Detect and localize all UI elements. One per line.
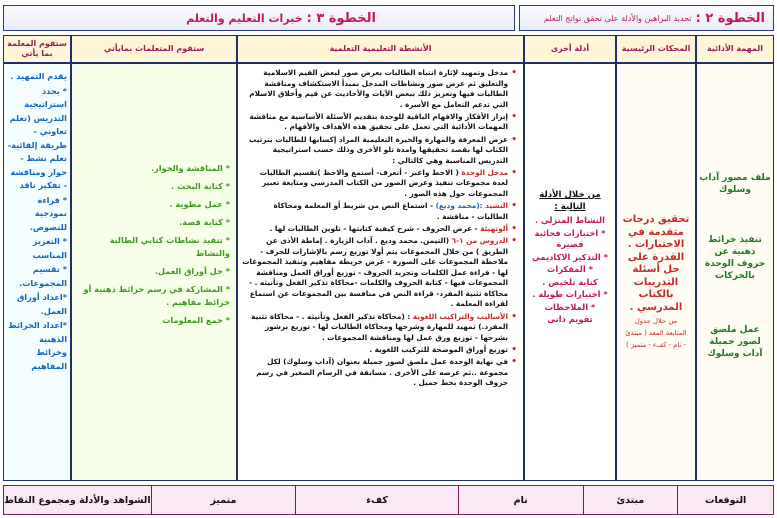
activity-text: ) من خلال المجموعات يتم أولا توزيع رسم بالإشارات للحرف - ملاحظة المجموعات على الصورة - عرض خريطة مفاهيم وتنفيذ المجموعات لها - قراءة عمل الكلمات وتجريد الحروف - توزيع أوراق العمل ومناقشة المجموعات فيها - كتابة الحروف والكلمات -محاكاة تذكير الفعل وتأنيثه . - محاكاة تثنية المفرد- قراءة النص في منافسة بين المجموعات عن استماع لقراءة المعلمة .	[242, 246, 508, 309]
activity-item	[242, 224, 517, 235]
activity-item	[242, 112, 517, 133]
criteria-line: المتابعة المعد ( مبتدئ	[625, 329, 687, 337]
col-head-activities: الأنشطة التعليمية التعلمية	[237, 35, 524, 63]
evidence-item: تقويم ذاتي	[547, 314, 593, 324]
activity-text: :(محمد وديع)	[435, 201, 483, 211]
evidence-points-label: الشواهد والأدلة ومجموع النقاط	[4, 494, 151, 506]
evidence-item: النشاط المنزلي .	[534, 215, 606, 225]
teacher-activity-item: * يحدد استراتيجية التدريس (تعلم تعاوني - طريقة إلقائية- تعلم نشط - حوار ومناقشة - تفكير ناقد	[7, 85, 67, 190]
activity-text: إبراز الأفكار والافهام الباقية للوحدة بتقديم الأسئلة الأساسية مع مناقشة المهمات الأدائية التي تعمل على تحقيق هذه الأهداف والأفهام .	[249, 111, 508, 132]
activities-column	[237, 63, 524, 481]
evidence-title: من خلال الأدلة التالية :	[539, 190, 601, 212]
col-head-tasks: المهمة الأدائية	[696, 35, 774, 63]
expectations-label: التوقعات	[677, 486, 773, 514]
activity-item	[242, 201, 517, 222]
col-head-criteria: المحكات الرئيسية	[616, 35, 696, 63]
activity-text: مدخل وتمهيد لإثارة انتباه الطالبات بعرض صور لبعض القيم الاسلامية والتعليق ثم عرض صور ونشاطات المدخل بمبدأ الاستكشاف ومناقشة الطالبات فيها وتعزيز ذلك ببعض الآيات والأحاديث عن قيم وأخلاق الاسلام التي تدعم التعامل مع الأسرة .	[249, 68, 508, 109]
student-activity-item: * المناقشة والحوار.	[150, 163, 230, 173]
teacher-activity-item: * تقسيم المجموعات.	[19, 264, 67, 288]
activity-text: الدروس من ١-٦	[449, 235, 508, 245]
evidence-item: * الملاحظات	[544, 301, 596, 312]
criteria-line: من خلال جدول	[634, 317, 678, 325]
teacher-activity-item: * التعزيز المناسب	[32, 236, 67, 260]
activity-text: - عرض الحروف - شرح كيفية كتابتها - تلوين الطالبات لها .	[269, 223, 481, 233]
step-3-label: الخطوة ٣ :	[306, 10, 376, 26]
activity-item	[242, 345, 517, 356]
evidence-item: * اختبارات فجائية قصيرة	[534, 227, 606, 249]
activity-item	[242, 357, 517, 389]
activity-text: (التيمن. محمد وديع . آداب الزيارة . إماطة الأذى عن الطريق	[266, 235, 508, 256]
activity-text: : (محاكاة تذكير الفعل وتأنيثه . - محاكاة تثنية المفرد.) تمهيد للمهارة وشرحها ومحاكاة الطالبات لها - توزيع برشور بشرحها - توزيع ورق عمل لها ومناقشة المجموعات .	[251, 311, 508, 342]
activity-text: ( الاحظ واعبر - أتعرف- أستمع والاحظ )تقسيم الطالبات لعدة مجموعات تنفيذ وعرض الصور من الكتاب المدرسي ومتابعة تعبير المجموعات حول هذه الصور .	[259, 167, 508, 199]
evidence-item: * المفكرات	[547, 264, 593, 274]
step-2-header	[519, 5, 774, 31]
teacher-activity-item: * قراءة نموذجية للنصوص.	[29, 194, 67, 232]
criteria-main: تحقيق درجات متقدمة في الاختبارات . القدرة على حل أسئلة التدريبات بالكتاب المدرسي .	[622, 214, 690, 313]
evidence-item: كتابة تلخيص .	[542, 276, 598, 287]
activity-text: النشيد	[482, 201, 508, 211]
student-activity-item: * كتابة البحث .	[171, 181, 230, 191]
step-3-header	[3, 5, 515, 31]
step-3-title: خبرات التعليم والتعلم	[186, 11, 303, 25]
activity-item	[242, 168, 517, 200]
task-item: تنفيذ خرائط ذهنية عن حروف الوحدة بالحركات	[704, 235, 766, 281]
activity-text: مدخل الوحدة	[458, 167, 508, 177]
student-activity-item: * كتابة قصة.	[179, 217, 230, 227]
task-item: عمل ملصق لصور جميلة آداب وسلوك	[707, 325, 763, 359]
activity-item	[242, 135, 517, 167]
teacher-column	[3, 63, 71, 481]
activity-item	[242, 312, 517, 344]
student-activity-item: * عمل مطوية .	[169, 199, 230, 209]
student-activity-item: * المشاركة في رسم خرائط ذهنية أو خرائط مفاهيم .	[83, 284, 230, 307]
activity-text: ألوتهيئة	[480, 223, 508, 233]
level-competent: كفء	[295, 486, 458, 514]
teacher-activity-item: *اعداد الخرائط الذهنية وخرائط المفاهيم	[8, 320, 67, 371]
level-excellent: متميز	[151, 486, 296, 514]
activity-item	[242, 236, 517, 310]
step-2-title: تحديد البراهين والأدلة على تحقق نواتج التعلم	[543, 13, 692, 23]
criteria-column	[616, 63, 696, 481]
task-item: ملف مصور آداب وسلوك	[699, 173, 771, 195]
evidence-item: * اختبارات طويلة .	[532, 289, 608, 299]
student-activity-item: * جمع المعلومات	[162, 315, 230, 325]
activity-text: في نهاية الوحدة عمل ملصق لصور جميلة بعنوان (آداب وسلوك) لكل مجموعة ..ثم عرضه على الأخرى . مسابقة في الرسام الصغير في رسم حروف الوحدة بخط جميل .	[256, 356, 508, 388]
students-column	[71, 63, 237, 481]
step-2-label: الخطوة ٢ :	[695, 10, 765, 26]
performance-tasks-column	[696, 63, 774, 481]
col-head-teacher: ستقوم المعلمة بما يأتي	[3, 35, 71, 63]
teacher-activity-item: *اعداد أوراق العمل.	[16, 292, 67, 316]
criteria-line: - نام - كفء - متميز )	[625, 341, 687, 349]
level-beginner: مبتدئ	[583, 486, 678, 514]
teacher-activity-item: يقدم التمهيد .	[10, 71, 67, 81]
expectations-row	[3, 485, 774, 515]
activity-text: - استماع النص من شريط أو المعلمة ومحاكاة الطالبات - مناقشة .	[273, 201, 508, 221]
activity-text: توزيع أوراق الموضحة للتركيب اللغوية .	[369, 344, 508, 354]
unit-plan-sheet	[3, 5, 774, 515]
other-evidence-column	[524, 63, 616, 481]
activity-item	[242, 68, 517, 110]
evidence-item: * التذكير الاكاديمي	[532, 251, 608, 262]
col-head-students: ستقوم المتعلمات بمايأتي	[71, 35, 237, 63]
student-activity-item: * تنفيذ نشاطات كتابي الطالبة والنشاط	[109, 235, 230, 258]
activity-text: عرض المعرفة والمهارة والخبرة التعليمية المراد إكسابها للطالبات بترتيب الكتاب لها بقصد تحقيقها وامدة تلو الأخرى وذلك حسب استراتيجية التدريس المناسبة وهي كالتالي :	[248, 134, 508, 165]
level-developing: نام	[458, 486, 583, 514]
activity-text: الأساليب والتراكيب اللغوية	[410, 311, 508, 321]
student-activity-item: * حل أوراق العمل.	[154, 266, 230, 276]
col-head-tools: أدلة أخرى	[524, 35, 616, 63]
